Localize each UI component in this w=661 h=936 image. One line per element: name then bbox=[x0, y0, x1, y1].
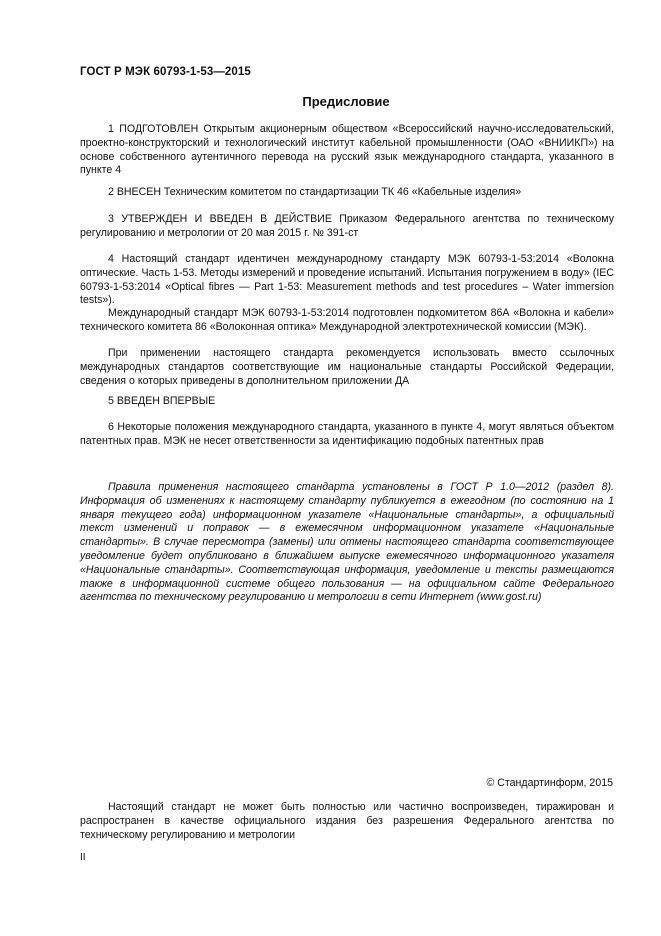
paragraph-2-introduced: 2 ВНЕСЕН Техническим комитетом по стандартизации ТК 46 «Кабельные изделия» bbox=[108, 186, 522, 198]
paragraph-4-intl-standard: Международный стандарт МЭК 60793-1-53:2014 подготовлен подкомитетом 86А «Волокна и кабели» технического комитета 86 «Волоконная оптика» Международной электротехнической комиссии (МЭК). bbox=[80, 307, 614, 333]
paragraph-6-patents: 6 Некоторые положения международного стандарта, указанного в пункте 4, могут являться объектом патентных прав. МЭК не несет ответственности за идентификацию подобных патентных прав bbox=[80, 421, 614, 447]
paragraph-3-approved: 3 УТВЕРЖДЕН И ВВЕДЕН В ДЕЙСТВИЕ Приказом Федерального агентства по техническому регулированию и метрологии от 20 мая 2015 г. № 391-ст bbox=[80, 213, 614, 239]
document-header-id: ГОСТ Р МЭК 60793-1-53—2015 bbox=[80, 66, 251, 78]
paragraph-1-prepared: 1 ПОДГОТОВЛЕН Открытым акционерным обществом «Всероссийский научно-исследовательский, проектно-конструкторский и технологический институт кабельной промышленности (ОАО «ВНИИКП») на основе собственного аутентичного перевода на русский язык международного стандарта, указанного в пункте 4 bbox=[80, 123, 614, 177]
paragraph-5-first-introduced: 5 ВВЕДЕН ВПЕРВЫЕ bbox=[108, 395, 216, 407]
application-rules-notice: Правила применения настоящего стандарта установлены в ГОСТ Р 1.0—2012 (раздел 8). Информация об изменениях к настоящему стандарту публикуется в ежегодном (по состоянию на 1 января текущего года) информационном указателе «Национальные стандарты», а официальный текст изменений и поправок — в ежемесячном информационном указателе «Национальные стандарты». В случае пересмотра (замены) или отмены настоящего стандарта соответствующее уведомление будет опубликовано в ближайшем выпуске ежемесячного информационного указателя «Национальные стандарты». Соответствующая информация, уведомление и тексты размещаются также в информационной системе общего пользования — на официальном сайте Федерального агентства по техническому регулированию и метрологии в сети Интернет (www.gost.ru) bbox=[80, 481, 614, 604]
copyright-line: © Стандартинформ, 2015 bbox=[486, 777, 613, 789]
reproduction-notice: Настоящий стандарт не может быть полностью или частично воспроизведен, тиражирован и распространен в качестве официального издания без разрешения Федерального агентства по техническому регулированию и метрологии bbox=[80, 801, 614, 841]
page-number: II bbox=[80, 852, 86, 863]
page-title: Предисловие bbox=[302, 94, 390, 109]
paragraph-4-references: При применении настоящего стандарта рекомендуется использовать вместо ссылочных международных стандартов соответствующие им национальные стандарты Российской Федерации, сведения о которых приведены в дополнительном приложении ДА bbox=[80, 347, 614, 387]
paragraph-4-identical: 4 Настоящий стандарт идентичен международному стандарту МЭК 60793-1-53:2014 «Волокна оптические. Часть 1-53. Методы измерений и проведение испытаний. Испытания погружением в воду» (IEC 60793-1-53:2014 «Optical fibres — Part 1-53: Measurement methods and test procedures – Water immersion tests»). bbox=[80, 253, 614, 307]
